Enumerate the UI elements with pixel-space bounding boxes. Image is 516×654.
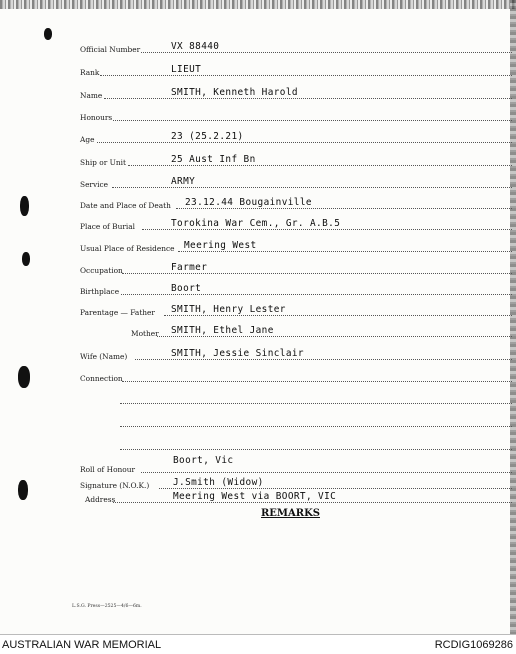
- dotted-rule: [121, 294, 512, 295]
- field-label: Parentage — Father: [80, 308, 155, 317]
- field-label: Address: [85, 495, 116, 504]
- dotted-rule: [176, 208, 512, 209]
- field-value: Farmer: [171, 262, 208, 273]
- field-value: SMITH, Kenneth Harold: [171, 87, 298, 98]
- field-ship-or-unit: [0, 152, 516, 168]
- dotted-rule: [113, 502, 512, 503]
- field-value: VX 88440: [171, 41, 220, 52]
- connection-blank-line: [0, 436, 516, 452]
- field-wife: [0, 346, 516, 362]
- field-label: Honours: [80, 113, 113, 122]
- field-label: Signature (N.O.K.): [80, 481, 150, 490]
- dotted-rule: [100, 75, 512, 76]
- field-age: [0, 129, 516, 145]
- field-value: SMITH, Henry Lester: [171, 304, 286, 315]
- field-value: Boort: [171, 283, 202, 294]
- remarks-heading: REMARKS: [261, 508, 320, 519]
- field-value: ARMY: [171, 176, 196, 187]
- dotted-rule: [122, 381, 512, 382]
- connection-blank-line: [0, 390, 516, 406]
- field-value: Meering West via BOORT, VIC: [173, 491, 337, 502]
- field-roll-of-honour: [0, 455, 516, 475]
- field-date-place-of-death: [0, 195, 516, 211]
- field-place-of-burial: [0, 216, 516, 232]
- scan-top-edge: [0, 0, 516, 9]
- field-label: Name: [80, 91, 103, 100]
- field-name: [0, 85, 516, 101]
- archive-name: AUSTRALIAN WAR MEMORIAL: [2, 639, 162, 651]
- field-mother: [0, 323, 516, 339]
- dotted-rule: [104, 98, 512, 99]
- field-usual-residence: [0, 238, 516, 254]
- field-official-number: [0, 39, 516, 55]
- field-service: [0, 174, 516, 190]
- field-label: Wife (Name): [80, 352, 128, 361]
- dotted-rule: [112, 187, 512, 188]
- dotted-rule: [135, 359, 512, 360]
- field-address: [0, 489, 516, 505]
- archive-footer: [0, 634, 516, 654]
- field-label: Mother: [131, 329, 159, 338]
- field-label: Usual Place of Residence: [80, 244, 175, 253]
- field-value: J.Smith (Widow): [173, 477, 264, 488]
- field-value: 23.12.44 Bougainville: [185, 197, 312, 208]
- field-label: Occupation: [80, 266, 123, 275]
- printer-imprint: L.S.G. Press—2525—4/6—6m.: [72, 604, 142, 609]
- field-father: [0, 302, 516, 318]
- field-honours: [0, 107, 516, 123]
- field-label: Age: [80, 135, 95, 144]
- field-connection: [0, 368, 516, 384]
- field-label: Connection: [80, 374, 123, 383]
- dotted-rule: [120, 403, 512, 404]
- dotted-rule: [157, 336, 512, 337]
- dotted-rule: [141, 472, 512, 473]
- field-value: SMITH, Ethel Jane: [171, 325, 274, 336]
- field-value: Boort, Vic: [173, 455, 234, 466]
- field-birthplace: [0, 281, 516, 297]
- dotted-rule: [122, 273, 512, 274]
- connection-blank-line: [0, 413, 516, 429]
- dotted-rule: [128, 165, 512, 166]
- dotted-rule: [97, 142, 512, 143]
- field-label: Service: [80, 180, 109, 189]
- dotted-rule: [141, 52, 512, 53]
- field-value: Meering West: [184, 240, 257, 251]
- field-value: SMITH, Jessie Sinclair: [171, 348, 304, 359]
- dotted-rule: [113, 120, 512, 121]
- record-id: RCDIG1069286: [434, 639, 513, 651]
- dotted-rule: [120, 426, 512, 427]
- field-label: Roll of Honour: [80, 465, 136, 474]
- dotted-rule: [120, 449, 512, 450]
- dotted-rule: [164, 315, 512, 316]
- field-value: LIEUT: [171, 64, 202, 75]
- field-label: Place of Burial: [80, 222, 135, 231]
- field-label: Ship or Unit: [80, 158, 126, 167]
- field-value: 25 Aust Inf Bn: [171, 154, 256, 165]
- field-label: Date and Place of Death: [80, 201, 171, 210]
- field-label: Birthplace: [80, 287, 120, 296]
- field-occupation: [0, 260, 516, 276]
- field-label: Rank: [80, 68, 100, 77]
- field-value: Torokina War Cem., Gr. A.B.5: [171, 218, 341, 229]
- dotted-rule: [142, 229, 512, 230]
- field-value: 23 (25.2.21): [171, 131, 244, 142]
- field-rank: [0, 62, 516, 78]
- field-label: Official Number: [80, 45, 141, 54]
- dotted-rule: [178, 251, 512, 252]
